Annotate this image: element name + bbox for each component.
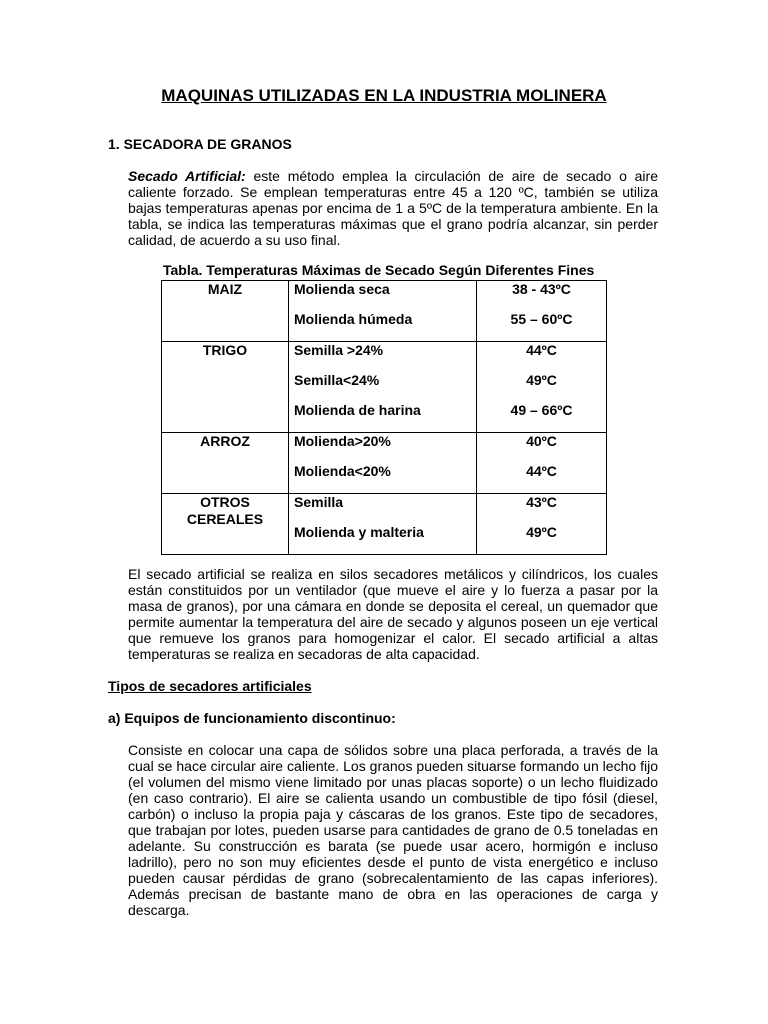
table-caption: Tabla. Temperaturas Máximas de Secado Según Diferentes Fines xyxy=(163,262,595,278)
intro-paragraph xyxy=(128,168,658,248)
batch-equipment-paragraph: Consiste en colocar una capa de sólidos sobre una placa perforada, a través de la cual se hace circular aire caliente. Los granos pueden situarse formando un lecho fijo (el volumen del mismo viene limitado por unas placas soporte) o un lecho fluidizado (en caso contrario). El aire se calienta usando un combustible de tipo fósil (diesel, carbón) o incluso la propia paja y cáscaras de los granos. Este tipo de secadores, que trabajan por lotes, pueden usarse para cantidades de grano de 0.5 toneladas en adelante. Su construcción es barata (se puede usar acero, hormigón e incluso ladrillo), pero no son muy eficientes desde el punto de vista energético e incluso pueden causar pérdidas de grano (sobrecalentamiento de las capas inferiores). Además precisan de bastante mano de obra en las operaciones de carga y descarga. xyxy=(128,742,658,918)
temp-cell xyxy=(477,433,607,494)
temp-value: 44ºC xyxy=(526,463,557,479)
use-value: Molienda y malteria xyxy=(294,524,424,540)
grain-name: MAIZ xyxy=(207,281,243,297)
page-title: MAQUINAS UTILIZADAS EN LA INDUSTRIA MOLINERA xyxy=(161,86,607,105)
table-row xyxy=(162,281,607,342)
use-cell xyxy=(289,281,477,342)
use-value: Semilla<24% xyxy=(294,372,380,388)
batch-equipment-heading: a) Equipos de funcionamiento discontinuo: xyxy=(108,710,396,726)
temp-value: 43ºC xyxy=(526,494,557,510)
temp-value: 44ºC xyxy=(526,342,557,358)
grain-cell xyxy=(162,281,289,342)
temp-value: 49ºC xyxy=(526,524,557,540)
use-value: Semilla >24% xyxy=(294,342,384,358)
temp-value: 38 - 43ºC xyxy=(512,281,571,297)
drying-temperature-table xyxy=(161,280,607,555)
grain-name: TRIGO xyxy=(202,342,248,358)
grain-name: OTROS xyxy=(200,494,250,510)
use-cell xyxy=(289,433,477,494)
use-value: Molienda húmeda xyxy=(294,311,413,327)
temp-cell xyxy=(477,494,607,555)
use-value: Semilla xyxy=(294,494,344,510)
intro-lead-term: Secado Artificial: xyxy=(128,168,246,184)
use-value: Molienda<20% xyxy=(294,463,391,479)
temp-cell xyxy=(477,342,607,433)
table-row xyxy=(162,494,607,555)
grain-cell xyxy=(162,494,289,555)
use-cell xyxy=(289,494,477,555)
use-cell xyxy=(289,342,477,433)
temp-cell xyxy=(477,281,607,342)
intro-text: este método emplea la circulación de aire de secado o aire caliente forzado. Se emplean temperaturas entre 45 a 120 ºC, también se utiliza bajas temperaturas apenas por encima de 1 a 5ºC de la temperatura ambiente. En la tabla, se indica las temperaturas máximas que el grano podría alcanzar, sin perder calidad, de acuerdo a su uso final. xyxy=(128,168,658,248)
temp-value: 49 – 66ºC xyxy=(510,402,573,418)
use-value: Molienda de harina xyxy=(294,402,421,418)
use-value: Molienda seca xyxy=(294,281,390,297)
table-row xyxy=(162,342,607,433)
temp-value: 55 – 60ºC xyxy=(510,311,573,327)
use-value: Molienda>20% xyxy=(294,433,391,449)
drying-description-paragraph: El secado artificial se realiza en silos secadores metálicos y cilíndricos, los cuales están constituidos por un ventilador (que mueve el aire y lo fuerza a pasar por la masa de granos), por una cámara en donde se deposita el cereal, un quemador que permite aumentar la temperatura del aire de secado y algunos poseen un eje vertical que remueve los granos para homogenizar el calor. El secado artificial a altas temperaturas se realiza en secadoras de alta capacidad. xyxy=(128,566,658,662)
dryer-types-heading: Tipos de secadores artificiales xyxy=(108,678,312,694)
grain-name: CEREALES xyxy=(186,511,264,527)
section-heading: 1. SECADORA DE GRANOS xyxy=(108,136,292,152)
table-row xyxy=(162,433,607,494)
grain-name: ARROZ xyxy=(200,433,250,449)
temp-value: 49ºC xyxy=(526,372,557,388)
grain-cell xyxy=(162,342,289,433)
grain-cell xyxy=(162,433,289,494)
temp-value: 40ºC xyxy=(526,433,557,449)
